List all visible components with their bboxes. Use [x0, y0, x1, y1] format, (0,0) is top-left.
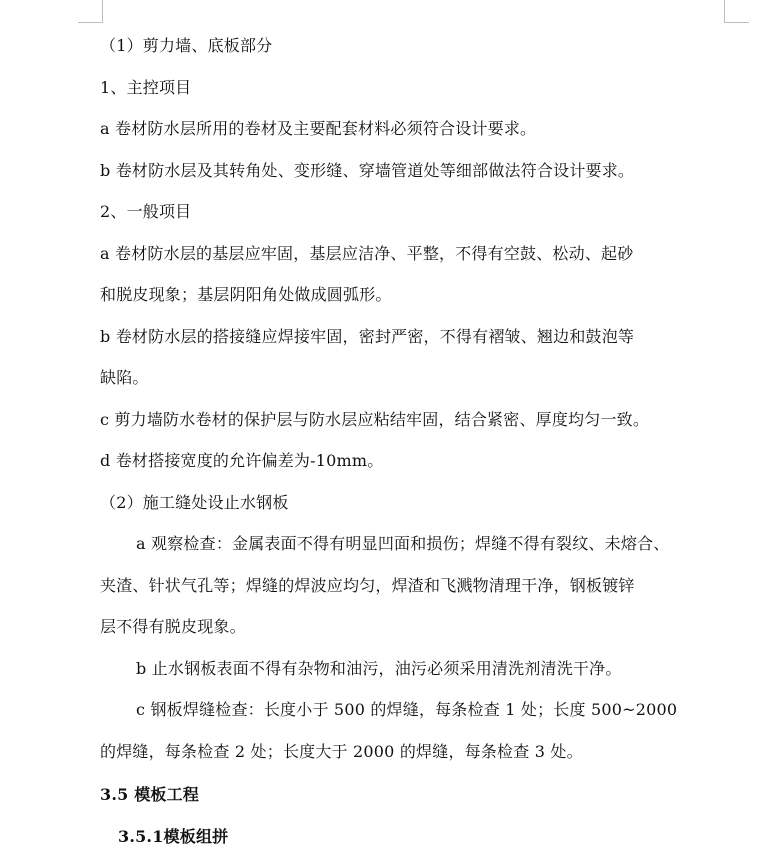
paragraph-line: 缺陷。 — [100, 368, 149, 387]
subheading-main-items: 1、主控项目 — [100, 78, 192, 97]
paragraph-line: c 钢板焊缝检查：长度小于 500 的焊缝，每条检查 1 处；长度 500~2000 — [136, 700, 678, 719]
paragraph-line: a 卷材防水层所用的卷材及主要配套材料必须符合设计要求。 — [100, 119, 537, 138]
paragraph-line: b 卷材防水层的搭接缝应焊接牢固，密封严密，不得有褶皱、翘边和鼓泡等 — [100, 327, 635, 346]
paragraph-line: 层不得有脱皮现象。 — [100, 617, 246, 636]
section-heading-shear-wall: （1）剪力墙、底板部分 — [100, 36, 273, 55]
paragraph-line: b 卷材防水层及其转角处、变形缝、穿墙管道处等细部做法符合设计要求。 — [100, 161, 635, 180]
paragraph-line: 和脱皮现象；基层阴阳角处做成圆弧形。 — [100, 285, 392, 304]
paragraph-line: 夹渣、针状气孔等；焊缝的焊波应均匀，焊渣和飞溅物清理干净，钢板镀锌 — [100, 576, 635, 595]
paragraph-line: a 卷材防水层的基层应牢固，基层应洁净、平整，不得有空鼓、松动、起砂 — [100, 244, 634, 263]
subsection-heading-formwork-assembly: 3.5.1模板组拼 — [118, 827, 229, 846]
paragraph-line: d 卷材搭接宽度的允许偏差为-10mm。 — [100, 451, 384, 470]
paragraph-line: 的焊缝，每条检查 2 处；长度大于 2000 的焊缝，每条检查 3 处。 — [100, 742, 583, 761]
page-corner-mark-top-right — [724, 0, 749, 23]
paragraph-line: c 剪力墙防水卷材的保护层与防水层应粘结牢固，结合紧密、厚度均匀一致。 — [100, 410, 650, 429]
subheading-general-items: 2、一般项目 — [100, 202, 192, 221]
section-heading-construction-joint: （2）施工缝处设止水钢板 — [100, 493, 289, 512]
paragraph-line: b 止水钢板表面不得有杂物和油污，油污必须采用清洗剂清洗干净。 — [136, 659, 622, 678]
section-heading-formwork: 3.5 模板工程 — [100, 785, 200, 804]
page-corner-mark-top-left — [78, 0, 103, 23]
paragraph-line: a 观察检查：金属表面不得有明显凹面和损伤；焊缝不得有裂纹、未熔合、 — [136, 534, 670, 553]
